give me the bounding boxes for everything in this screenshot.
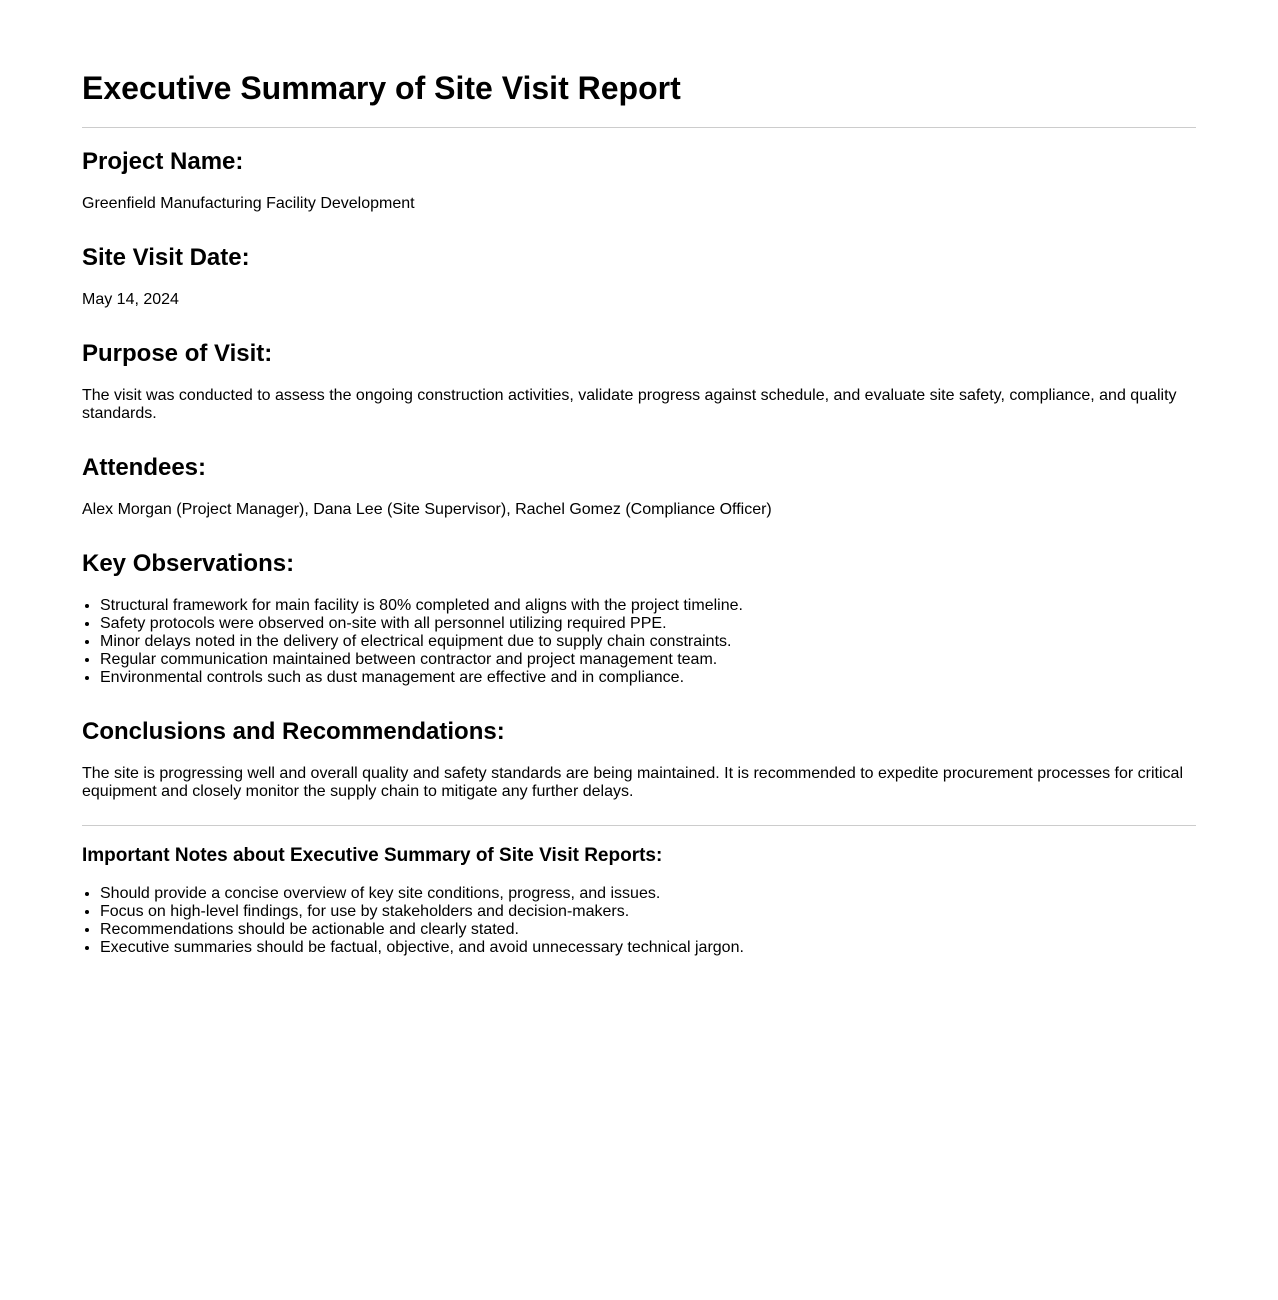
list-item: • Recommendations should be actionable and clearly stated. [100, 921, 1196, 939]
title-divider [82, 127, 1196, 128]
report-page [82, 0, 1196, 957]
conclusions-text: The site is progressing well and overall quality and safety standards are being maintained. It is recommended to expedite procurement processes for critical equipment and closely monitor the supply chain to mitigate any further delays. [82, 765, 1184, 800]
list-item: • Safety protocols were observed on-site with all personnel utilizing required PPE. [100, 615, 1196, 633]
notes-divider [82, 825, 1196, 826]
list-item: • Focus on high-level findings, for use by stakeholders and decision-makers. [100, 903, 1196, 921]
list-item: • Minor delays noted in the delivery of electrical equipment due to supply chain constraints. [100, 633, 1196, 651]
site-visit-date-heading: Site Visit Date: [82, 244, 250, 271]
purpose-heading: Purpose of Visit: [82, 340, 273, 367]
list-item: • Regular communication maintained between contractor and project management team. [100, 651, 1196, 669]
attendees-text: Alex Morgan (Project Manager), Dana Lee (Site Supervisor), Rachel Gomez (Compliance Officer) [82, 501, 772, 518]
list-item: • Executive summaries should be factual, objective, and avoid unnecessary technical jargon. [100, 939, 1196, 957]
page-title: Executive Summary of Site Visit Report [82, 70, 681, 106]
key-observations-heading: Key Observations: [82, 550, 295, 577]
project-name-value: Greenfield Manufacturing Facility Development [82, 195, 415, 212]
conclusions-heading: Conclusions and Recommendations: [82, 718, 505, 745]
site-visit-date-value: May 14, 2024 [82, 291, 179, 308]
notes-list [82, 885, 1196, 957]
list-item: • Environmental controls such as dust management are effective and in compliance. [100, 669, 1196, 687]
purpose-text: The visit was conducted to assess the ongoing construction activities, validate progress against schedule, and evaluate site safety, compliance, and quality standards. [82, 387, 1177, 422]
list-item: • Structural framework for main facility is 80% completed and aligns with the project timeline. [100, 597, 1196, 615]
attendees-heading: Attendees: [82, 454, 207, 481]
key-observations-list [82, 597, 1196, 687]
notes-heading: Important Notes about Executive Summary of Site Visit Reports: [82, 845, 663, 866]
project-name-heading: Project Name: [82, 148, 244, 175]
list-item: • Should provide a concise overview of key site conditions, progress, and issues. [100, 885, 1196, 903]
